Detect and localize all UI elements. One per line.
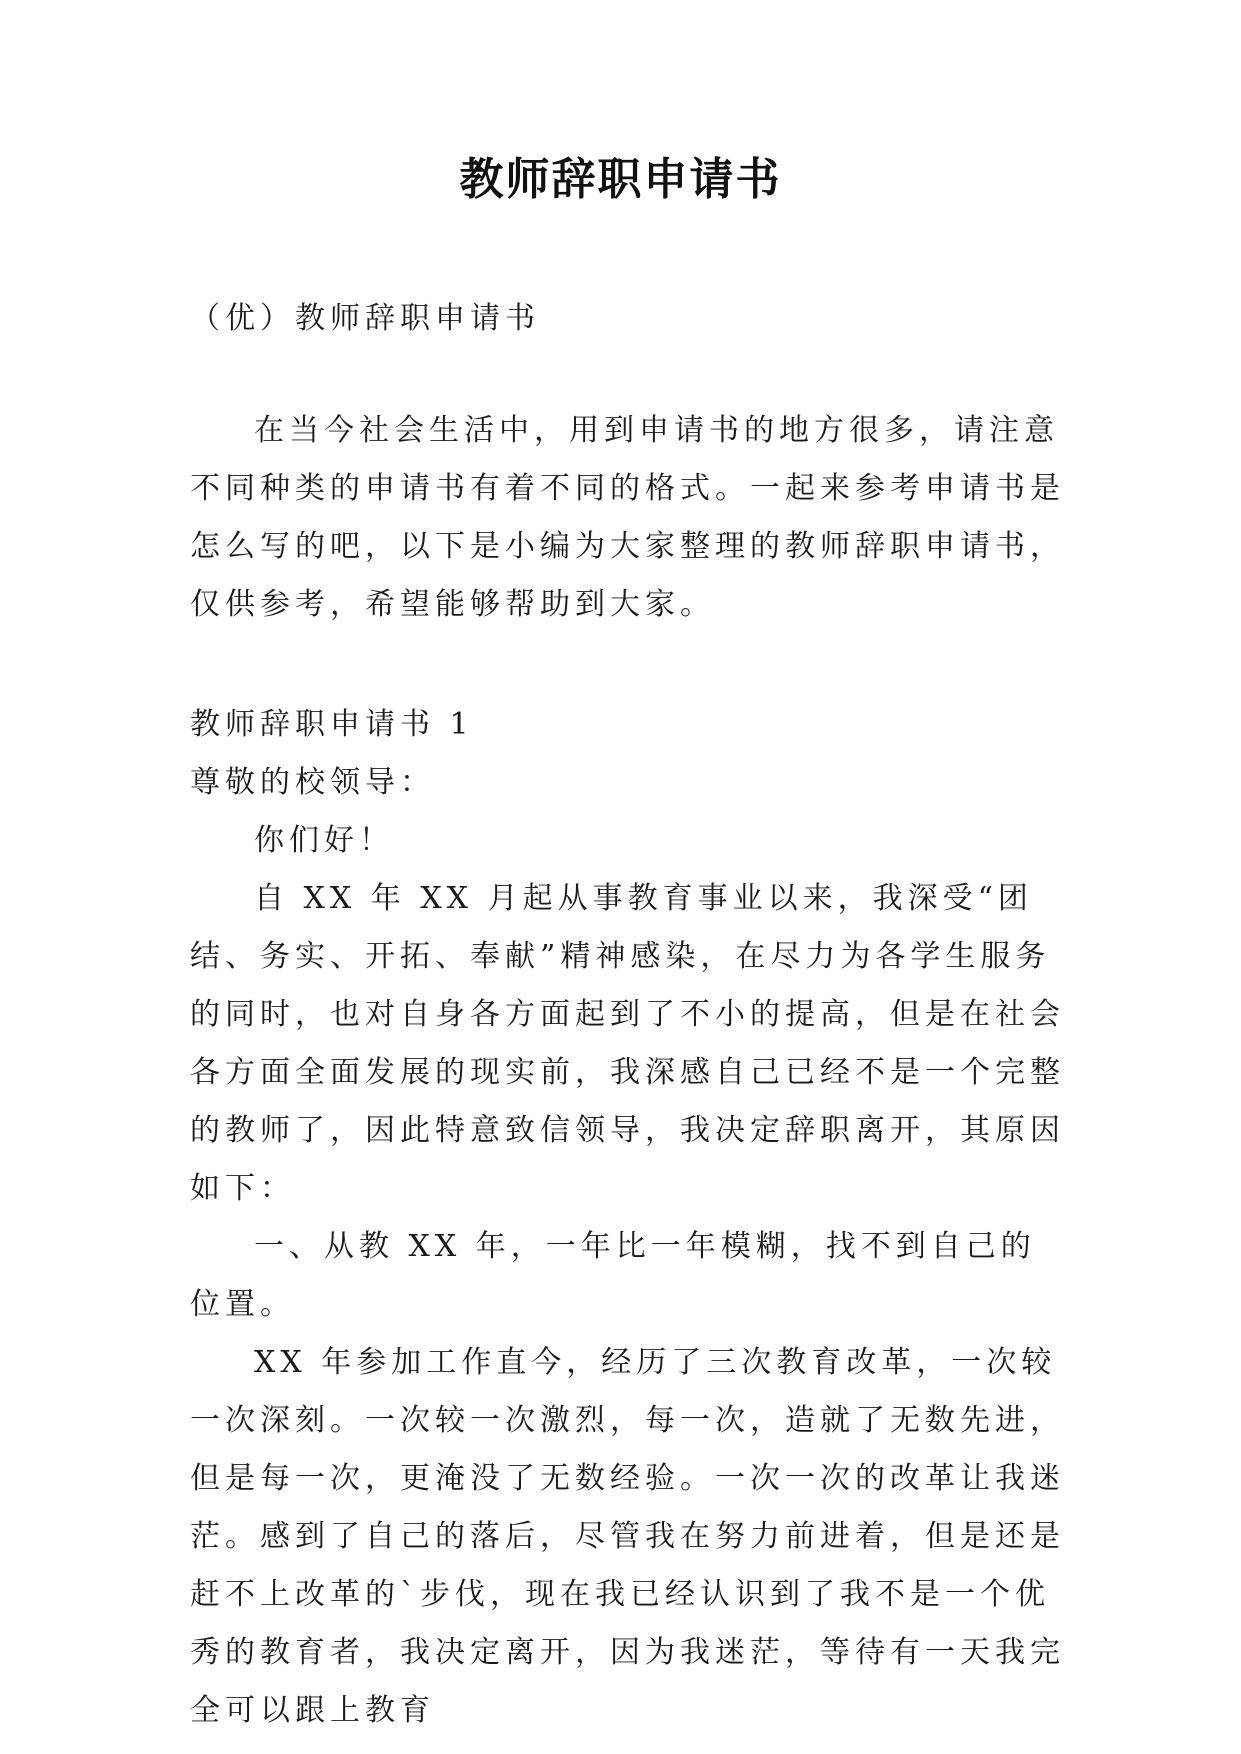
letter-paragraph: XX 年参加工作直今，经历了三次教育改革，一次较一次深刻。一次较一次激烈，每一次，造就了无数先进，但是每一次，更淹没了无数经验。一次一次的改革让我迷茫。感到了自己的落后，尽管我在努力前进着，但是还是赶不上改革的`步伐，现在我已经认识到了我不是一个优秀的教育者，我决定离开，因为我迷茫，等待有一天我完全可以跟上教育 xyxy=(190,1345,1065,1728)
intro-paragraph: 在当今社会生活中，用到申请书的地方很多，请注意不同种类的申请书有着不同的格式。一起来参考申请书是怎么写的吧，以下是小编为大家整理的教师辞职申请书，仅供参考，希望能够帮助到大家。 xyxy=(190,413,1065,622)
greeting: 你们好！ xyxy=(254,823,394,858)
letter-body xyxy=(190,696,1070,1740)
document-title: 教师辞职申请书 xyxy=(459,154,782,205)
salutation: 尊敬的校领导： xyxy=(190,765,435,800)
section-heading: 教师辞职申请书 1 xyxy=(190,707,474,742)
letter-paragraph: 自 XX 年 XX 月起从事教育事业以来，我深受“团结、务实、开拓、奉献”精神感染，在尽力为各学生服务的同时，也对自身各方面起到了不小的提高，但是在社会各方面全面发展的现实前，我深感自己已经不是一个完整的教师了，因此特意致信领导，我决定辞职离开，其原因如下： xyxy=(190,881,1065,1206)
reason-point: 一、从教 XX 年，一年比一年模糊，找不到自己的位置。 xyxy=(190,1229,1036,1322)
document-subtitle: （优）教师辞职申请书 xyxy=(190,301,540,336)
